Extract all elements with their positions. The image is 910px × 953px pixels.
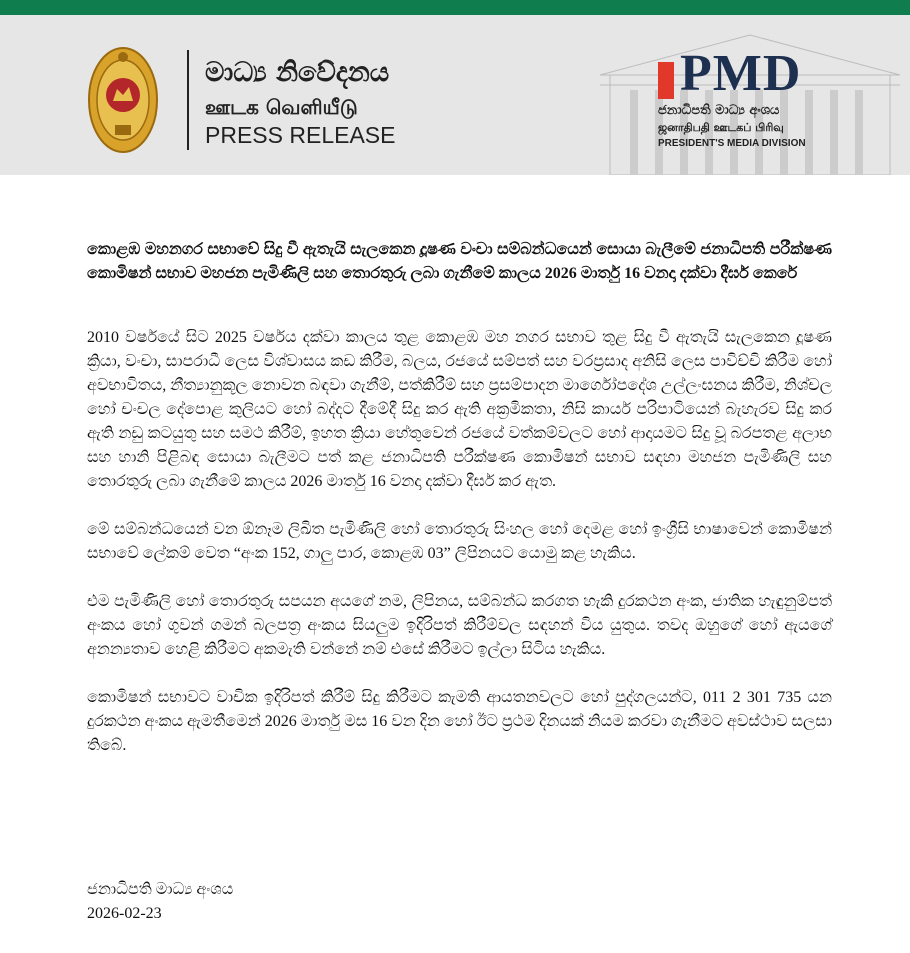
top-accent-bar <box>0 0 910 15</box>
pmd-logo-text: PMD <box>680 45 802 102</box>
press-release-body <box>87 238 832 782</box>
signature-office: ජනාධිපති මාධ්‍ය අංශය <box>87 881 234 898</box>
title-tamil: ஊடக வெளியீடு <box>205 95 358 119</box>
paragraph-1: 2010 වර්ෂයේ සිට 2025 වර්ෂය දක්වා කාලය තුළ කොළඹ මහ නගර සභාව තුළ සිදු වී ඇතැයි සැලකෙන දූෂණ ක්‍රියා, වංචා, සාපරාධී ලෙස විශ්වාසය කඩ කිරීම, බලය, රජයේ සම්පත් සහ වරප්‍රසාද අනිසි ලෙස පාවිච්චි කිරීම හෝ අවභාවිතය, නීත්‍යානුකූල නොවන බඳවා ගැනීම්, පත්කිරීම් සහ ප්‍රසම්පාදන මාර්ගෝපදේශ උල්ලංඝනය කිරීම, නිශ්චල හෝ චංචල දේපොළ කුලියට හෝ බද්දට දීමේදී සිදු කර ඇති අක්‍රමිකතා, නිසි කාර්ය පරිපාටියෙන් බැහැරව සිදු කර ඇති නඩු කටයුතු සහ සමථ කිරීම්, ඉහත ක්‍රියා හේතුවෙන් රජයේ වත්කම්වලට හෝ ආදායමට සිදු වූ බරපතළ අලාභ සහ හානි පිළිබඳ සොයා බැලීමට පත් කළ ජනාධිපති පරීක්ෂණ කොමිෂන් සභාව සඳහා මහජන පැමිණිලි සහ තොරතුරු ලබා ගැනීමේ කාලය 2026 මාර්තු 16 වනදා දක්වා දීර්ඝ කර ඇත. <box>87 329 832 490</box>
division-tamil: ஜனாதிபதி ஊடகப் பிரிவு <box>658 121 784 134</box>
sri-lanka-state-emblem <box>87 45 159 155</box>
signature-block <box>87 878 233 926</box>
headline: කොළඹ මහනගර සභාවේ සිදු වී ඇතැයි සැලකෙන දූෂණ වංචා සම්බන්ධයෙන් සොයා බැලීමේ ජනාධිපති පරීක්ෂණ කොමිෂන් සභාව මහජන පැමිණිලි සහ තොරතුරු ලබා ගැනීමේ කාලය 2026 මාර්තු 16 වනදා දක්වා දීර්ඝ කෙරේ <box>87 241 832 282</box>
title-english: PRESS RELEASE <box>205 122 396 148</box>
paragraph-4: කොමිෂන් සභාවට වාචික ඉදිරිපත් කිරීම් සිදු කිරීමට කැමති ආයතනවලට හෝ පුද්ගලයන්ට, 011 2 301 735 යන දුරකථන අංකය ඇමතීමෙන් 2026 මාර්තු මස 16 වන දින හෝ ඊට ප්‍රථම දිනයක් නියම කරවා ගැනීමට අවස්ථාව සලසා තිබේ. <box>87 689 832 754</box>
division-english: PRESIDENT'S MEDIA DIVISION <box>658 138 806 149</box>
press-release-header <box>0 15 910 175</box>
paragraph-2: මේ සම්බන්ධයෙන් වන ඕනෑම ලිඛිත පැමිණිලි හෝ තොරතුරු සිංහල හෝ දෙමළ හෝ ඉංග්‍රීසි භාෂාවෙන් කොමිෂන් සභාවේ ලේකම් වෙත “අංක 152, ගාලු පාර, කොළඹ 03” ලිපිනයට යොමු කළ හැකිය. <box>87 521 832 562</box>
pmd-logo-mark <box>658 62 674 99</box>
header-divider <box>187 50 189 150</box>
title-sinhala: මාධ්‍ය නිවේදනය <box>205 57 390 88</box>
division-sinhala: ජනාධිපති මාධ්‍ය අංශය <box>658 103 780 118</box>
paragraph-3: එම පැමිණිලි හෝ තොරතුරු සපයන අයගේ නම, ලිපිනය, සම්බන්ධ කරගත හැකි දුරකථන අංක, ජාතික හැඳුනුම්පත් අංකය හෝ ගුවන් ගමන් බලපත්‍ර අංකය සියලුම ඉදිරිපත් කිරීම්වල සඳහන් විය යුතුය. තවද ඔහුගේ හෝ ඇයගේ අනන්‍යතාව හෙළි කිරීමට අකමැති වන්නේ නම් එසේ කිරීමට ඉල්ලා සිටිය හැකිය. <box>87 593 832 658</box>
signature-date: 2026-02-23 <box>87 905 162 922</box>
